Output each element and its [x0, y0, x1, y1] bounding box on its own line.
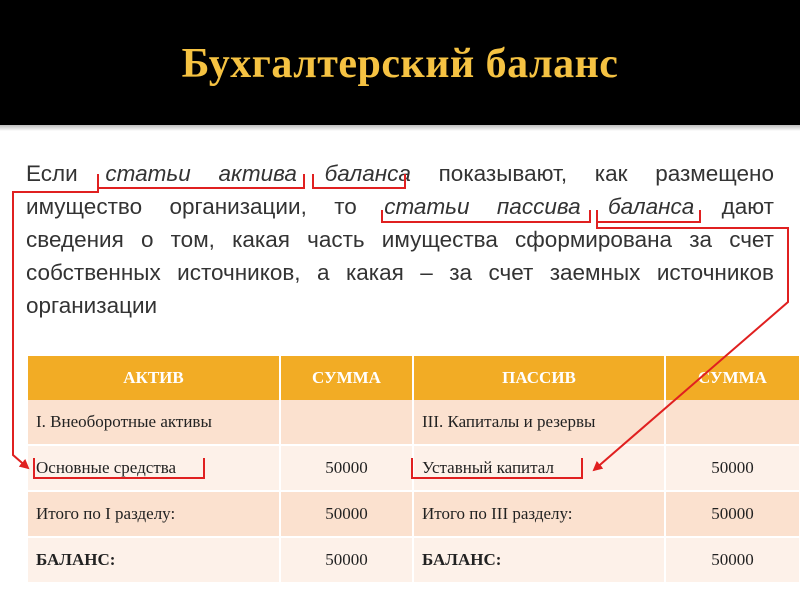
header-sum-liability: СУММА [665, 356, 800, 400]
emphasized-term: статьи пассива [384, 194, 581, 219]
table-header-row [28, 356, 800, 400]
intro-paragraph [26, 157, 774, 322]
liability-sum-cell: 50000 [665, 537, 800, 583]
balance-table [28, 356, 800, 584]
liability-cell: БАЛАНС: [413, 537, 665, 583]
paragraph-line: сведения о том, какая часть имущества сформирована за счет [26, 227, 774, 252]
asset-cell: I. Внеоборотные активы [28, 400, 280, 445]
emphasized-term: баланса [608, 194, 695, 219]
slide-header [0, 0, 800, 125]
liability-sum-cell: 50000 [665, 491, 800, 537]
table-row [28, 491, 800, 537]
emphasized-term: статьи актива [105, 161, 297, 186]
header-shadow [0, 125, 800, 131]
paragraph-line: собственных источников, а какая – за счет заемных источников [26, 260, 774, 285]
table-row [28, 400, 800, 445]
asset-cell: Основные средства [28, 445, 280, 491]
paragraph-line: имущество организации, то статьи пассива баланса дают [26, 194, 774, 219]
asset-cell: Итого по I разделу: [28, 491, 280, 537]
slide-title: Бухгалтерский баланс [181, 41, 619, 87]
paragraph-line: организации [26, 293, 158, 318]
table-row [28, 445, 800, 491]
header-asset: АКТИВ [28, 356, 280, 400]
liability-sum-cell [665, 400, 800, 445]
asset-sum-cell: 50000 [280, 491, 413, 537]
asset-sum-cell [280, 400, 413, 445]
liability-cell: Уставный капитал [413, 445, 665, 491]
table-row [28, 537, 800, 583]
header-liability: ПАССИВ [413, 356, 665, 400]
asset-sum-cell: 50000 [280, 537, 413, 583]
header-sum-asset: СУММА [280, 356, 413, 400]
emphasized-term: баланса [324, 161, 411, 186]
asset-cell: БАЛАНС: [28, 537, 280, 583]
liability-cell: Итого по III разделу: [413, 491, 665, 537]
paragraph-line: Если статьи актива баланса показывают, как размещено [26, 161, 774, 186]
liability-sum-cell: 50000 [665, 445, 800, 491]
asset-sum-cell: 50000 [280, 445, 413, 491]
liability-cell: III. Капиталы и резервы [413, 400, 665, 445]
